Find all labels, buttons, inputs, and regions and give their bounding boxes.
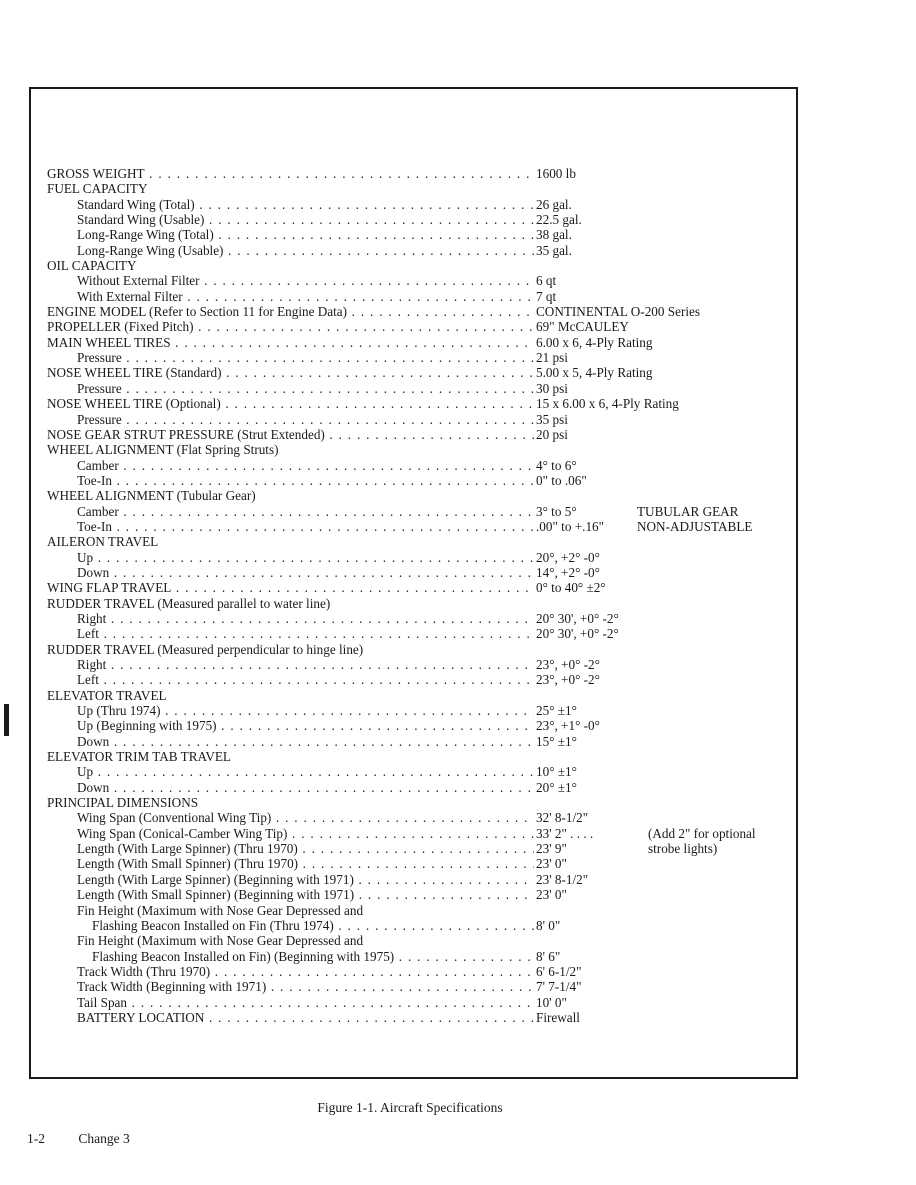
spec-heading: PRINCIPAL DIMENSIONS xyxy=(47,795,199,811)
spec-value: 14°, +2° -0° xyxy=(536,564,600,580)
spec-value: 23°, +1° -0° xyxy=(536,718,600,734)
spec-label: Wing Span (Conical-Camber Wing Tip) . . . xyxy=(77,826,534,841)
spec-value: 15° ±1° xyxy=(536,733,577,749)
spec-row xyxy=(0,258,916,273)
spec-label: WING FLAP TRAVEL . . . xyxy=(47,580,534,595)
spec-label: Up (Thru 1974) . . . xyxy=(77,703,534,718)
spec-row xyxy=(0,596,916,611)
spec-label: NOSE GEAR STRUT PRESSURE (Strut Extended) . . . xyxy=(47,427,534,442)
spec-value: 23' 0" xyxy=(536,887,567,903)
spec-label: Pressure . . . xyxy=(77,350,534,365)
page-number: 1-2 xyxy=(27,1131,45,1146)
spec-label: GROSS WEIGHT . . . xyxy=(47,166,534,181)
spec-value: 20° 30', +0° -2° xyxy=(536,610,619,626)
spec-value: 6' 6-1/2" xyxy=(536,963,582,979)
spec-value: 8' 0" xyxy=(536,917,561,933)
spec-row xyxy=(0,473,916,488)
spec-label: Length (With Small Spinner) (Beginning with 1971) . . . xyxy=(77,887,534,902)
spec-heading: Fin Height (Maximum with Nose Gear Depressed and xyxy=(77,902,364,918)
spec-label: Wing Span (Conventional Wing Tip) . . . xyxy=(77,810,534,825)
spec-label: MAIN WHEEL TIRES . . . xyxy=(47,335,534,350)
spec-row xyxy=(0,795,916,810)
spec-label: Track Width (Thru 1970) . . . xyxy=(77,964,534,979)
spec-value: 3° to 5° xyxy=(536,503,577,519)
spec-heading: WHEEL ALIGNMENT (Flat Spring Struts) xyxy=(47,442,279,458)
spec-row xyxy=(0,810,916,825)
spec-row xyxy=(0,427,916,442)
spec-label: With External Filter . . . xyxy=(77,289,534,304)
spec-label: Pressure . . . xyxy=(77,381,534,396)
spec-label: ENGINE MODEL (Refer to Section 11 for Engine Data) . . . xyxy=(47,304,534,319)
spec-row xyxy=(0,856,916,871)
spec-row xyxy=(0,764,916,779)
spec-value: 20°, +2° -0° xyxy=(536,549,600,565)
spec-heading: WHEEL ALIGNMENT (Tubular Gear) xyxy=(47,488,256,504)
spec-row xyxy=(0,887,916,902)
spec-value: 0" to .06" xyxy=(536,472,587,488)
spec-label: NOSE WHEEL TIRE (Standard) . . . xyxy=(47,365,534,380)
spec-row xyxy=(0,504,916,519)
spec-label: Standard Wing (Usable) . . . xyxy=(77,212,534,227)
spec-row xyxy=(0,749,916,764)
spec-value: 20 psi xyxy=(536,426,568,442)
spec-row xyxy=(0,458,916,473)
spec-value: 23°, +0° -2° xyxy=(536,657,600,672)
spec-label: Standard Wing (Total) . . . xyxy=(77,197,534,212)
spec-label: Tail Span . . . xyxy=(77,995,534,1010)
spec-row xyxy=(0,442,916,457)
spec-table xyxy=(0,166,916,1025)
spec-label: Up . . . xyxy=(77,550,534,565)
spec-row xyxy=(0,672,916,687)
spec-row xyxy=(0,181,916,196)
spec-row xyxy=(0,918,916,933)
spec-row xyxy=(0,642,916,657)
spec-value: 33' 2" . . . . xyxy=(536,825,594,841)
spec-row xyxy=(0,335,916,350)
spec-row xyxy=(0,519,916,534)
figure-caption: Figure 1-1. Aircraft Specifications xyxy=(317,1100,503,1115)
spec-row xyxy=(0,304,916,319)
spec-value: CONTINENTAL O-200 Series xyxy=(536,304,700,320)
spec-heading: ELEVATOR TRAVEL xyxy=(47,687,167,703)
spec-row xyxy=(0,412,916,427)
spec-row xyxy=(0,550,916,565)
page-footer xyxy=(27,1131,130,1147)
spec-label: NOSE WHEEL TIRE (Optional) . . . xyxy=(47,396,534,411)
spec-row xyxy=(0,780,916,795)
spec-row xyxy=(0,688,916,703)
spec-label: Right . . . xyxy=(77,611,534,626)
spec-row xyxy=(0,611,916,626)
spec-row xyxy=(0,289,916,304)
spec-row xyxy=(0,995,916,1010)
spec-heading: FUEL CAPACITY xyxy=(47,181,148,197)
spec-row xyxy=(0,565,916,580)
spec-value: 4° to 6° xyxy=(536,457,577,473)
spec-row xyxy=(0,273,916,288)
spec-label: Camber . . . xyxy=(77,458,534,473)
spec-row xyxy=(0,964,916,979)
spec-label: Up (Beginning with 1975) . . . xyxy=(77,718,534,733)
spec-label: Up . . . xyxy=(77,764,534,779)
spec-row xyxy=(0,872,916,887)
change-number: Change 3 xyxy=(78,1131,130,1146)
spec-label: Right . . . xyxy=(77,657,534,672)
spec-value: 35 gal. xyxy=(536,242,572,258)
spec-label: Long-Range Wing (Usable) . . . xyxy=(77,243,534,258)
spec-value: 23' 8-1/2" xyxy=(536,871,589,887)
spec-value: 1600 lb xyxy=(536,166,576,181)
spec-heading: ELEVATOR TRIM TAB TRAVEL xyxy=(47,749,231,765)
spec-row xyxy=(0,734,916,749)
spec-value: 21 psi xyxy=(536,350,568,366)
spec-value: 7' 7-1/4" xyxy=(536,979,582,995)
spec-row xyxy=(0,227,916,242)
spec-row xyxy=(0,381,916,396)
spec-label: Length (With Large Spinner) (Thru 1970) . . . xyxy=(77,841,534,856)
spec-heading: RUDDER TRAVEL (Measured perpendicular to hinge line) xyxy=(47,641,364,657)
spec-value: 38 gal. xyxy=(536,227,572,243)
spec-value: .00" to +.16" xyxy=(536,518,605,534)
spec-value: 23' 9" xyxy=(536,841,567,857)
spec-note: TUBULAR GEAR xyxy=(637,503,739,519)
spec-row xyxy=(0,166,916,181)
spec-row xyxy=(0,243,916,258)
spec-label: Down . . . xyxy=(77,734,534,749)
spec-value: 10° ±1° xyxy=(536,764,577,780)
spec-row xyxy=(0,933,916,948)
spec-value: 20° 30', +0° -2° xyxy=(536,626,619,642)
spec-label: PROPELLER (Fixed Pitch) . . . xyxy=(47,319,534,334)
spec-label: Flashing Beacon Installed on Fin (Thru 1974) . . . xyxy=(92,918,534,933)
spec-row xyxy=(0,949,916,964)
spec-label: Flashing Beacon Installed on Fin) (Beginning with 1975) . . . xyxy=(92,949,534,964)
spec-note: (Add 2" for optional xyxy=(648,825,756,841)
spec-value: 25° ±1° xyxy=(536,703,577,719)
spec-label: Track Width (Beginning with 1971) . . . xyxy=(77,979,534,994)
spec-row xyxy=(0,626,916,641)
spec-value: 6.00 x 6, 4-Ply Rating xyxy=(536,334,653,350)
spec-row xyxy=(0,979,916,994)
spec-value: 30 psi xyxy=(536,380,568,396)
spec-label: Long-Range Wing (Total) . . . xyxy=(77,227,534,242)
spec-value: 23' 0" xyxy=(536,856,567,872)
spec-value: 6 qt xyxy=(536,273,557,289)
spec-heading: OIL CAPACITY xyxy=(47,258,137,274)
spec-label: Length (With Small Spinner) (Thru 1970) . . . xyxy=(77,856,534,871)
spec-row xyxy=(0,319,916,334)
spec-value: Firewall xyxy=(536,1009,580,1025)
spec-label: Toe-In . . . xyxy=(77,473,534,488)
spec-label: BATTERY LOCATION . . . xyxy=(77,1010,534,1025)
spec-value: 7 qt xyxy=(536,288,557,304)
spec-row xyxy=(0,1010,916,1025)
spec-heading: Fin Height (Maximum with Nose Gear Depressed and xyxy=(77,933,364,949)
spec-row xyxy=(0,534,916,549)
spec-value: 15 x 6.00 x 6, 4-Ply Rating xyxy=(536,396,679,412)
spec-label: Down . . . xyxy=(77,780,534,795)
spec-row xyxy=(0,197,916,212)
spec-value: 69" McCAULEY xyxy=(536,319,629,335)
spec-note: strobe lights) xyxy=(648,841,718,857)
spec-row xyxy=(0,365,916,380)
spec-value: 0° to 40° ±2° xyxy=(536,580,606,596)
spec-row xyxy=(0,841,916,856)
spec-value: 26 gal. xyxy=(536,196,572,212)
spec-row xyxy=(0,396,916,411)
spec-row xyxy=(0,580,916,595)
spec-value: 5.00 x 5, 4-Ply Rating xyxy=(536,365,653,381)
spec-row xyxy=(0,212,916,227)
spec-heading: RUDDER TRAVEL (Measured parallel to water line) xyxy=(47,595,331,611)
spec-value: 32' 8-1/2" xyxy=(536,810,589,826)
spec-value: 35 psi xyxy=(536,411,568,427)
spec-label: Pressure . . . xyxy=(77,412,534,427)
spec-value: 22.5 gal. xyxy=(536,212,582,228)
spec-note: NON-ADJUSTABLE xyxy=(637,518,753,534)
spec-value: 20° ±1° xyxy=(536,779,577,795)
spec-row xyxy=(0,718,916,733)
spec-label: Left . . . xyxy=(77,626,534,641)
spec-value: 23°, +0° -2° xyxy=(536,672,600,688)
spec-row xyxy=(0,350,916,365)
spec-value: 8' 6" xyxy=(536,948,561,964)
spec-row xyxy=(0,903,916,918)
spec-label: Left . . . xyxy=(77,672,534,687)
spec-heading: AILERON TRAVEL xyxy=(47,534,159,550)
spec-value: 10' 0" xyxy=(536,994,567,1010)
spec-label: Camber . . . xyxy=(77,504,534,519)
spec-label: Without External Filter . . . xyxy=(77,273,534,288)
spec-label: Toe-In . . . xyxy=(77,519,534,534)
spec-row xyxy=(0,703,916,718)
spec-row xyxy=(0,488,916,503)
spec-row xyxy=(0,826,916,841)
spec-row xyxy=(0,657,916,672)
spec-label: Down . . . xyxy=(77,565,534,580)
spec-label: Length (With Large Spinner) (Beginning with 1971) . . . xyxy=(77,872,534,887)
